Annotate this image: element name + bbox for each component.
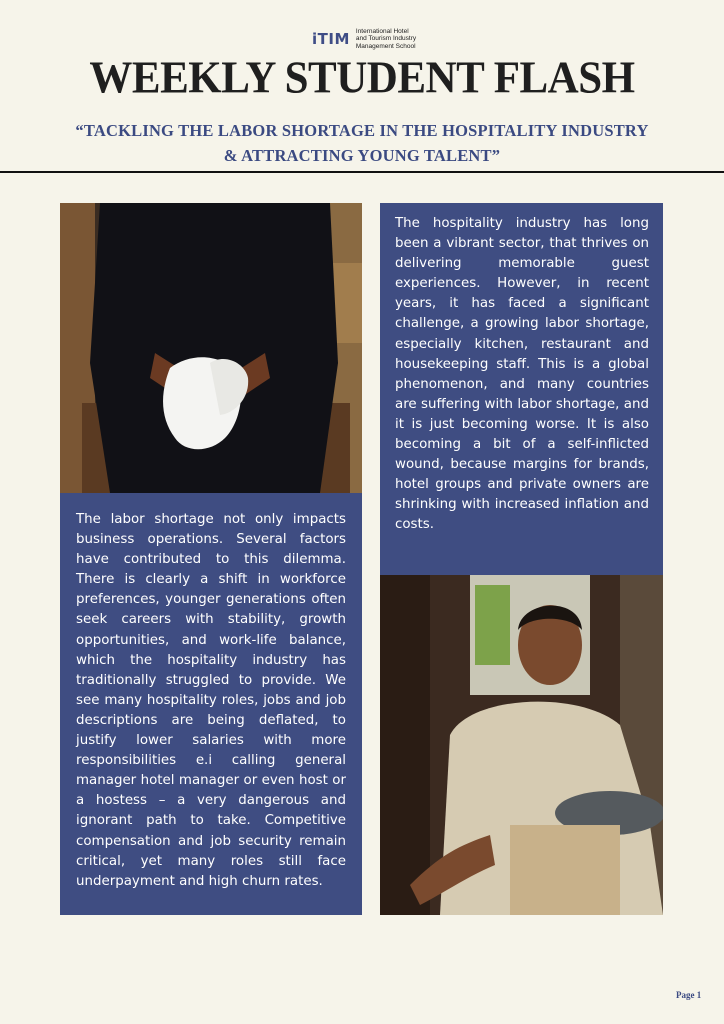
article-headline [40, 118, 684, 168]
article-body-left: The labor shortage not only impacts business operations. Several factors have contributed to this dilemma. There is clearly a shift in workforce preferences, younger generations often seek careers with stability, growth opportunities, and work-life balance, which the hospitality industry has traditionally struggled to provide. We see many hospitality roles, jobs and job descriptions are being deflated, to justify lower salaries with more responsibilities e.i calling general manager hotel manager or even host or a hostess – a very dangerous and ignorant path to take. Competitive compensation and job security remain critical, yet many roles still face underpayment and high churn rates. [60, 493, 362, 915]
logo-mark: iTIM [312, 30, 350, 48]
page-number: Page 1 [676, 990, 702, 1000]
headline-line-1: “TACKLING THE LABOR SHORTAGE IN THE HOSPITALITY INDUSTRY [75, 121, 649, 140]
article-body-right: The hospitality industry has long been a vibrant sector, that thrives on delivering memorable guest experiences. However, in recent years, it has faced a significant challenge, a growing labor shortage, especially kitchen, restaurant and housekeeping staff. This is a global phenomenon, and many countries are suffering with labor shortage, and it is just becoming worse. It is also becoming a bit of a self-inflicted wound, because margins for brands, hotel groups and private owners are shrinking with increased inflation and costs. [380, 203, 663, 575]
school-logo [312, 26, 452, 52]
page-title: WEEKLY STUDENT FLASH [89, 53, 635, 104]
header-divider [0, 171, 724, 173]
logo-line-2: and Tourism Industry [355, 35, 417, 43]
logo-school-name [356, 28, 416, 50]
waiter-photo [380, 575, 663, 915]
headline-line-2: & ATTRACTING YOUNG TALENT” [223, 146, 501, 165]
butler-photo [60, 203, 362, 493]
logo-line-3: Management School [355, 42, 416, 50]
left-column [60, 203, 362, 915]
logo-line-1: International Hotel [355, 28, 409, 36]
right-column [380, 203, 663, 915]
